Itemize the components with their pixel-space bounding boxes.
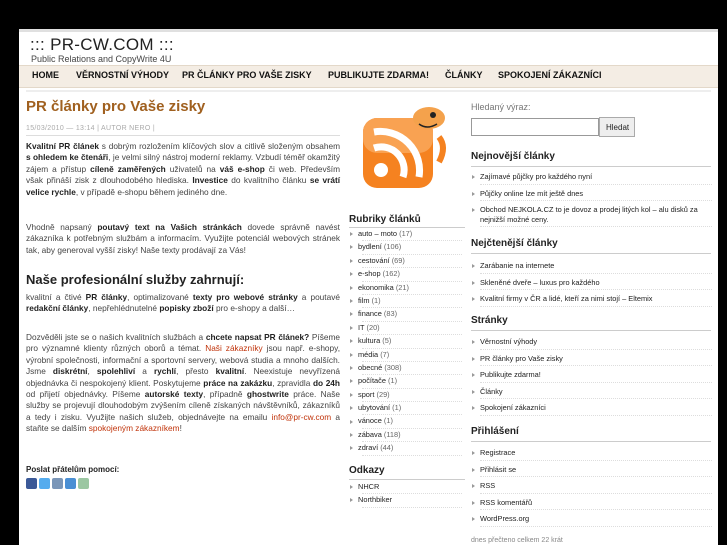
nav-clanky[interactable]: ČLÁNKY [445,70,483,80]
text: do kvalitního článku [227,175,310,186]
text: , je velmi silný nástroj moderní reklamy. Vzbudí téměř okamžitý zájem a přístup [26,152,340,174]
category-name: bydlení [358,242,382,252]
category-name: cestování [358,255,390,265]
item-label: Obchod NEJKOLA.CZ to je dovoz a prodej litých kol – alu disků za nejnižší možné ceny. [480,205,698,224]
page [19,29,718,545]
newest-heading: Nejnovější články [471,151,555,162]
category-item[interactable] [350,350,466,363]
site-description: Public Relations and CopyWrite 4U [31,54,172,64]
login-item-rss[interactable] [472,481,712,491]
text: Vhodně napsaný [26,222,98,232]
facebook-icon[interactable] [26,478,37,489]
most-read-list [472,261,712,304]
post-paragraph-3 [26,292,340,315]
highlight: práce na zakázku [203,377,273,388]
category-name: kultura [358,336,381,346]
item-label: RSS komentářů [480,497,533,507]
highlight: chcete napsat PR článek? [205,332,310,342]
nav-vernostni-vyhody[interactable]: VĚRNOSTNÍ VÝHODY [76,70,170,80]
most-read-item[interactable] [472,261,712,271]
text: a staňte se dalším [26,411,340,434]
nav-publikujte-zdarma[interactable]: PUBLIKUJTE ZDARMA! [328,70,429,80]
most-read-item[interactable] [472,278,712,288]
login-item-register[interactable] [472,448,712,458]
text: kvalitní a čtivé [26,292,86,302]
text: , v případě e-shopu během jediného dne. [75,186,228,197]
text: či web. Především však přináší zisk z dlouhodobého hlediska. [26,163,341,186]
login-item-signin[interactable] [472,465,712,475]
item-label: Články [480,386,503,396]
category-item[interactable] [350,336,466,349]
category-item[interactable] [350,376,466,389]
text: , zpravidla [272,377,313,388]
login-list [472,448,712,524]
item-label: WordPress.org [480,514,530,523]
pages-item[interactable] [472,387,712,397]
item-label: Věrnostní výhody [480,337,538,346]
email-share-icon[interactable] [78,478,89,489]
text: s dobrým rozložením klíčových slov a citlivě složeným obsahem [98,141,340,151]
category-count: (7) [380,349,390,359]
category-count: (308) [384,362,402,372]
category-name: zdraví [358,443,379,453]
newest-rule [471,166,711,167]
category-count: (1) [392,403,402,413]
category-name: sport [358,389,375,399]
item-label: Spokojení zákazníci [480,403,546,412]
item-label: Publikujte zdarma! [480,370,541,379]
search-input[interactable] [471,118,599,136]
newest-item[interactable] [472,172,712,182]
highlight: se vrátí velice rychle [26,175,341,197]
text: Píšeme pro významné klienty různých oborů a témat. [26,332,341,354]
category-item[interactable] [350,430,466,443]
category-count: (83) [383,309,398,319]
item-label: RSS [480,481,496,490]
text: a [135,366,154,377]
item-label: Půjčky online lze mít ještě dnes [480,188,584,198]
category-item[interactable] [350,296,466,309]
category-count: (106) [383,242,402,252]
text: práce. Naše služby se projevují dlouhodobým zvýšením cíleně získaných návštěvníků, zákazníků a tedy i zisku. Využijte našich služeb, objednávejte na emailu [26,389,341,422]
category-item[interactable] [350,363,466,376]
text: uživatelů na [165,163,220,174]
link-item-northbiker[interactable] [350,495,466,508]
newest-item[interactable] [472,189,712,199]
post-paragraph-2 [26,222,340,256]
nav-pr-clanky[interactable]: PR ČLÁNKY PRO VAŠE ZISKY [182,70,312,80]
text: . Neexistuje nevyřízená objednávka či nespokojený klient. Poskytujeme [26,366,340,388]
category-item[interactable] [350,283,466,296]
pages-rule [471,330,711,331]
most-read-item[interactable] [472,294,712,304]
pages-item[interactable] [472,403,712,413]
text: , optimalizované [127,292,193,302]
text: Dozvěděli jste se o našich kvalitních službách a [26,332,206,342]
category-count: (44) [380,443,394,453]
category-item[interactable] [350,269,466,282]
category-name: auto – moto [358,229,398,238]
item-label: Registrace [480,448,516,457]
pages-item[interactable] [472,337,712,347]
site-title[interactable]: ::: PR-CW.COM ::: [30,35,174,54]
highlight: kvalitní [215,366,245,377]
categories-heading: Rubriky článků [349,214,421,225]
post-paragraph-1 [26,141,340,198]
links-heading: Odkazy [349,465,385,476]
category-count: (69) [391,255,405,265]
post-meta [26,125,155,132]
highlight: redakční články [26,303,89,314]
nav-home[interactable]: HOME [32,70,59,80]
category-item[interactable] [350,416,466,429]
twitter-icon[interactable] [39,478,50,489]
item-label: Zarábanie na internete [480,261,555,270]
rss-feed-icon[interactable] [359,102,451,198]
customers-link[interactable]: Naši zákazníky [205,343,263,354]
category-count: (118) [383,429,401,439]
email-link[interactable]: info@pr-cw.com [271,411,332,422]
highlight: s ohledem ke čtenáři [26,152,109,163]
login-item-rss-comments[interactable] [472,498,712,508]
category-name: finance [358,309,382,319]
highlight: rychlí [153,366,177,377]
search-button[interactable]: Hledat [599,117,635,137]
item-label: Kvalitní firmy v ČR a lidé, kteří za nimi stojí – Eltemix [480,294,653,303]
most-read-heading: Nejčtenější články [471,238,558,249]
category-name: film [358,295,370,305]
item-label: Přihlásit se [480,464,517,474]
highlight: cíleně zaměřených [90,163,166,174]
category-count: (1) [371,295,381,305]
search-label: Hledaný výraz: [471,102,531,112]
category-item[interactable] [350,390,466,403]
category-count: (17) [399,229,413,238]
category-count: (162) [382,269,400,279]
most-read-rule [471,253,711,254]
post-title[interactable]: PR články pro Vaše zisky [26,98,206,115]
text: ! [179,423,182,434]
text: , případně [203,389,247,400]
newest-item[interactable] [472,205,712,224]
highlight: Investice [192,175,228,186]
category-item[interactable] [350,309,466,322]
text: a poutavé [297,292,340,302]
share-label: Poslat přátelům pomocí: [26,465,120,474]
category-item[interactable] [350,256,466,269]
text: , nepřehlédnutelné [88,303,160,314]
link-item-nhcr[interactable] [350,482,466,495]
highlight: popisky zboží [159,303,214,314]
pages-item[interactable] [472,370,712,380]
item-label: Zajímavé půjčky pro každého nyní [480,172,593,181]
satisfied-customers-link[interactable]: spokojeným zákazníkem [88,423,180,434]
highlight: spolehliví [96,366,136,377]
pages-item[interactable] [472,354,712,364]
text: jsou např. e-shopy, výrobní společnosti, informační a sportovní servery, webová studia a mnoho dalších. Jsme [26,343,340,377]
text: pro e-shopy a další… [213,303,295,314]
top-border [19,29,718,32]
link-label: Northbiker [358,495,393,505]
links-rule [349,479,465,480]
highlight: diskrétní [52,366,88,377]
login-heading: Přihlášení [471,426,519,437]
category-item[interactable] [350,242,466,255]
category-name: média [358,349,379,359]
main-nav [19,65,718,88]
text: , přesto [176,366,216,377]
highlight: do 24h [312,377,340,388]
item-label: PR články pro Vaše zisky [480,353,563,363]
category-count: (29) [376,389,390,399]
category-name: e-shop [358,269,381,279]
links-list [350,482,466,509]
category-name: ekonomika [358,282,394,292]
highlight: PR články [85,292,128,302]
category-name: IT [358,322,365,332]
login-rule [471,441,711,442]
category-name: počítače [358,376,386,386]
category-name: vánoce [358,416,382,426]
category-item[interactable] [350,443,466,456]
category-name: zábava [358,429,382,439]
highlight: texty pro webové stránky [192,292,298,302]
highlight: poutavý text na Vašich stránkách [97,222,242,232]
newest-list [472,172,712,224]
category-item[interactable] [350,229,466,242]
link-label: NHCR [358,482,380,491]
category-count: (1) [388,376,398,386]
pages-list [472,337,712,413]
share-icons [26,476,91,488]
delicious-icon[interactable] [65,478,76,489]
category-count: (5) [382,336,392,346]
category-count: (21) [395,282,409,292]
myspace-icon[interactable] [52,478,63,489]
category-item[interactable] [350,323,466,336]
services-heading: Naše profesionální služby zahrnují: [26,272,245,287]
pages-heading: Stránky [471,315,508,326]
post-paragraph-4 [26,332,340,435]
category-count: (1) [383,416,393,426]
highlight: váš e-shop [219,163,265,174]
category-name: ubytování [358,403,391,413]
category-item[interactable] [350,403,466,416]
text: od přijetí objednávky. Píšeme [26,389,145,400]
highlight: ghostwrite [246,389,289,400]
text: dovede správně navést zákazníka k potřebným službám a informacím. Využijte potenciál webových stránek tak, aby generoval vyšší zisky! Naše texty prodávají za Vás! [26,222,340,255]
login-item-wordpress[interactable] [472,514,712,524]
category-count: (20) [366,322,380,332]
categories-list [350,229,466,457]
categories-rule [349,227,465,228]
nav-spokojeni-zakaznici[interactable]: SPOKOJENÍ ZÁKAZNÍCI [498,70,602,80]
highlight: autorské texty [144,389,204,400]
header-separator [26,90,711,92]
highlight: Kvalitní PR článek [26,141,99,151]
category-name: obecné [358,362,383,372]
post-meta-text: 15/03/2010 — 13:14 | AUTOR NERO | [26,125,155,132]
text: , [87,366,97,377]
item-label: Skleněné dveře – luxus pro každého [480,277,600,287]
read-count: dnes přečteno celkem 22 krát [471,537,563,544]
